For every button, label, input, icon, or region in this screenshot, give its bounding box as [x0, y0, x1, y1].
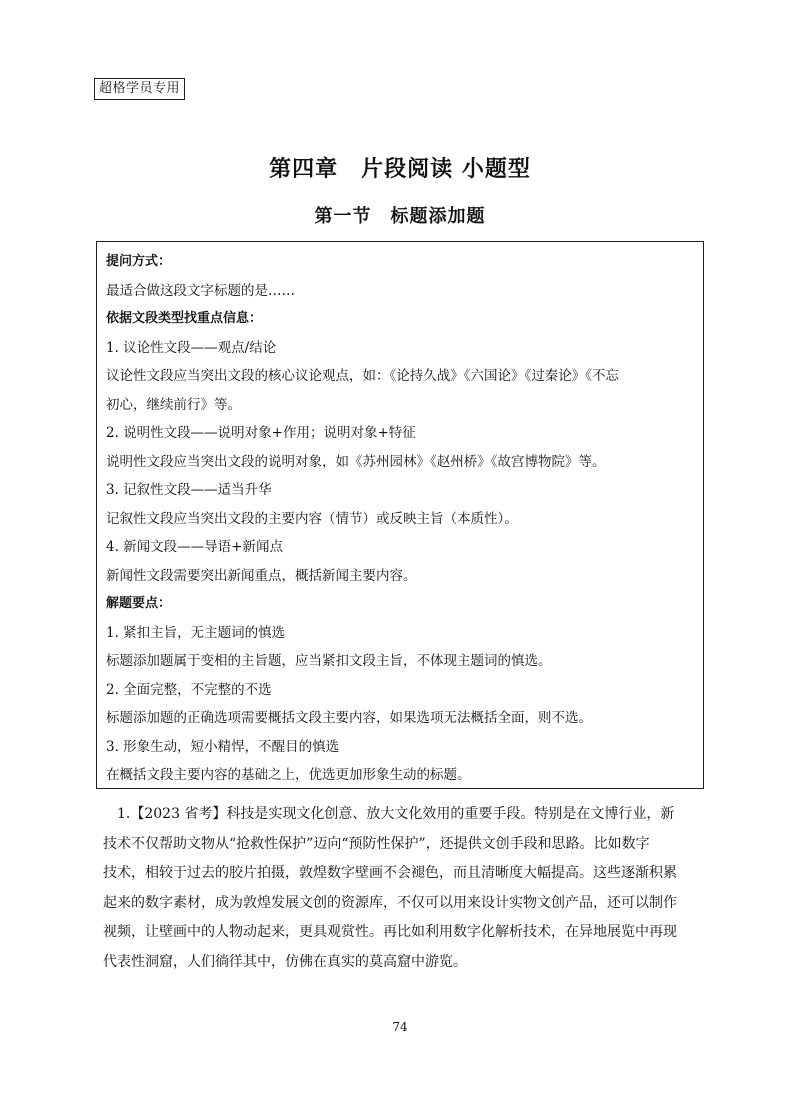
- question-line: 1.【2023 省考】科技是实现文化创意、放大文化效用的重要手段。特别是在文博行业，新: [117, 806, 675, 822]
- summary-box: [96, 241, 704, 789]
- header-tag: 超格学员专用: [94, 78, 185, 100]
- box-heading: 提问方式：: [106, 254, 172, 269]
- question-line: 起来的数字素材，成为敦煌发展文创的资源库，不仅可以用来设计实物文创产品，还可以制作: [103, 894, 677, 911]
- box-line: 记叙性文段应当突出文段的主要内容（情节）或反映主旨（本质性）。: [106, 510, 518, 527]
- box-line: 3. 记叙性文段——适当升华: [106, 482, 272, 498]
- box-line: 1. 紧扣主旨，无主题词的慎选: [106, 624, 286, 641]
- section-title: 第一节 标题添加题: [314, 206, 486, 227]
- box-line: 标题添加题的正确选项需要概括文段主要内容，如果选项无法概括全面，则不选。: [106, 710, 592, 726]
- box-heading: 依据文段类型找重点信息：: [106, 311, 263, 326]
- box-line: 在概括文段主要内容的基础之上，优选更加形象生动的标题。: [106, 767, 471, 783]
- question-line: 技术，相较于过去的胶片拍摄，敦煌数字壁画不会褪色，而且清晰度大幅提高。这些逐渐积累: [103, 865, 677, 881]
- box-line: 2. 全面完整，不完整的不选: [106, 681, 272, 698]
- box-line: 标题添加题属于变相的主旨题，应当紧扣文段主旨，不体现主题词的慎选。: [106, 653, 552, 669]
- box-line: 4. 新闻文段——导语+新闻点: [106, 539, 283, 555]
- box-line: 新闻性文段需要突出新闻重点，概括新闻主要内容。: [106, 567, 417, 584]
- question-line: 代表性洞窟，人们徜徉其中，仿佛在真实的莫高窟中游览。: [103, 953, 467, 970]
- box-line: 初心，继续前行》等。: [106, 396, 241, 413]
- box-line: 2. 说明性文段——说明对象+作用；说明对象+特征: [106, 425, 416, 441]
- box-line: 3. 形象生动，短小精悍，不醒目的慎选: [106, 738, 340, 755]
- question-line: 技术不仅帮助文物从“抢救性保护”迈向“预防性保护”，还提供文创手段和思路。比如数字: [103, 835, 650, 852]
- question-paragraph: [103, 800, 711, 977]
- box-line: 说明性文段应当突出文段的说明对象，如《苏州园林》《赵州桥》《故宫博物院》等。: [106, 453, 606, 470]
- box-heading: 解题要点：: [106, 596, 172, 611]
- box-line: 议论性文段应当突出文段的核心议论观点，如：《论持久战》《六国论》《过秦论》《不忘: [106, 368, 619, 384]
- page-number: 74: [392, 1020, 408, 1034]
- chapter-title: 第四章 片段阅读 小题型: [269, 156, 531, 182]
- box-line: 最适合做这段文字标题的是……: [106, 282, 295, 299]
- question-line: 视频，让壁画中的人物动起来，更具观赏性。再比如利用数字化解析技术，在异地展览中再现: [103, 924, 677, 940]
- box-line: 1. 议论性文段——观点/结论: [106, 339, 277, 356]
